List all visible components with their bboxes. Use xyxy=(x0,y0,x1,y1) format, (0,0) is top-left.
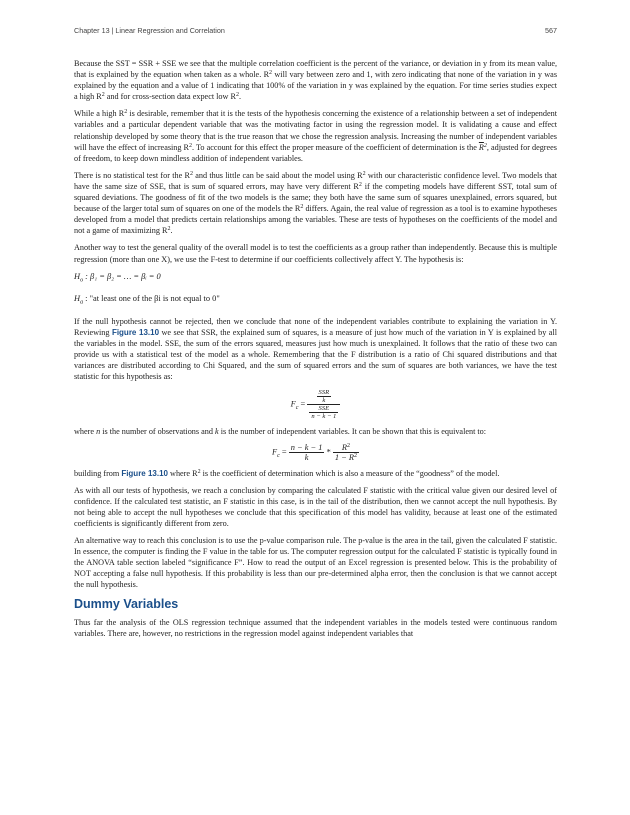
f-statistic-equation-2: $F_c$ = $\frac{n - k - 1}{k}$ * $\frac{R^2}{1 - R^2}$ xyxy=(271,442,358,462)
page-number: 567 xyxy=(545,26,557,35)
paragraph-2: While a high $R^2$ is desirable, remember that it is the tests of the hypothesis concerning the existence of a relationship between a set of independent variables and a particular dependent variable that was the motivating factor in using the regression model. It is validating a cause and effect relationship developed by some theory that is the true reason that we chose the regression analysis. Increasing the number of independent variables will have the effect of increasing $R^2$. To account for this effect the proper measure of the coefficient of determination is the $\overline{R}^2$, adjusted for degrees of freedom, to keep down mindless addition of independent variables. xyxy=(74,109,557,163)
alternative-hypothesis: $H_a$ : "at least one of the βi is not equal to 0" xyxy=(74,294,220,306)
r-bar-squared: $\overline{R}^2$ xyxy=(478,142,487,152)
paragraph-8: As with all our tests of hypothesis, we reach a conclusion by comparing the calculated F statistic with the critical value given our desired level of confidence. If the calculated test statistic, an F statistic in this case, is in the tail of the distribution, then we cannot accept the null hypothesis. By not being able to accept the null hypotheses we conclude that this specification of this model has validity, because at least one of the estimated coefficients is significantly different from zero. xyxy=(74,485,557,528)
paragraph-5: If the null hypothesis cannot be rejected, then we conclude that none of the independent variables contribute to explaining the variation in Y. Reviewing Figure 13.10 we see that SSR, the explained sum of squares, is a measure of just how much of the variation in Y is explained by all the variables in the model. SSE, the sum of the errors squared, measures just how much is unexplained. It follows that the ratio of these two can provide us with a statistical test of the model as a whole. Remembering that the F distribution is a ratio of Chi squared distributions and that variances are distributed according to Chi Squared, and the sum of squared errors and the sum of squares are both variances, we have the test statistic for this hypothesis as: xyxy=(74,316,557,382)
paragraph-3: There is no statistical test for the $R^2$ and thus little can be said about the model using $R^2$ with our characteristic confidence level. Two models that have the same size of SSE, that is sum of squared errors, may have very different $R^2$ if the competing models have different SST, total sum of squared deviations. The goodness of fit of the two models is the same; they both have the same sum of squares unexplained, errors squared, but because of the larger total sum of squares on one of the models the $R^2$ differs. Again, the real value of regression as a tool is to examine hypotheses developed from a model that predicts certain relationships among the variables. These are tests of hypotheses on the coefficients of the model and not a game of maximizing $R^2$. xyxy=(74,170,557,236)
section-heading: Dummy Variables xyxy=(74,596,179,611)
paragraph-1: Because the SST = SSR + SSE we see that the multiple correlation coefficient is the percent of the variance, or deviation in y from its mean value, that is explained by the equation when taken as a whole. $R^2$ will vary between zero and 1, with zero indicating that none of the variation in y was explained by the equation and a value of 1 indicating that 100% of the variation in y was explained by the equation. For time series studies expect a high $R^2$ and for cross-section data expect low $R^2$. xyxy=(74,59,558,102)
paragraph-10: Thus far the analysis of the OLS regression technique assumed that the independent variables in the models tested were continuous random variables. There are, however, no restrictions in the regression model against independent variables that xyxy=(74,617,557,638)
paragraph-9: An alternative way to reach this conclusion is to use the p-value comparison rule. The p-value is the area in the tail, given the calculated F statistic. In essence, the computer is finding the F value in the table for us. The computer regression output for the calculated F statistic is typically found in the ANOVA table section labeled “significance F”. How to read the output of an Excel regression is presented below. This is the probability of NOT accepting a false null hypothesis. If this probability is less than our pre-determined alpha error, then the conclusion is that we cannot accept the null hypothesis. xyxy=(74,536,557,590)
figure-link-2[interactable]: Figure 13.10 xyxy=(121,468,168,478)
figure-link[interactable]: Figure 13.10 xyxy=(111,328,160,338)
f-statistic-equation-1: $F_c$ = $\frac{\frac{\text{SSR}}{k}}{\frac{\text{SSE}}{n - k - 1}}$ xyxy=(74,389,557,420)
paragraph-7: building from Figure 13.10 where $R^2$ is the coefficient of determination which is also a measure of the “goodness” of the model. xyxy=(74,468,500,478)
paragraph-6: where n is the number of observations and k is the number of independent variables. It can be shown that this is equivalent to: xyxy=(74,426,487,436)
chapter-title: Chapter 13 | Linear Regression and Correlation xyxy=(74,26,225,35)
null-hypothesis: $H_o$ : β₁ = β₂ = … = βᵢ = 0 xyxy=(74,271,161,284)
body-text xyxy=(74,58,557,645)
paragraph-4: Another way to test the general quality of the overall model is to test the coefficients as a group rather than independently. Because this is multiple regression (more than one X), we use the F-test to determine if our coefficients collectively affect Y. The hypothesis is: xyxy=(74,243,557,264)
running-head xyxy=(74,26,557,35)
